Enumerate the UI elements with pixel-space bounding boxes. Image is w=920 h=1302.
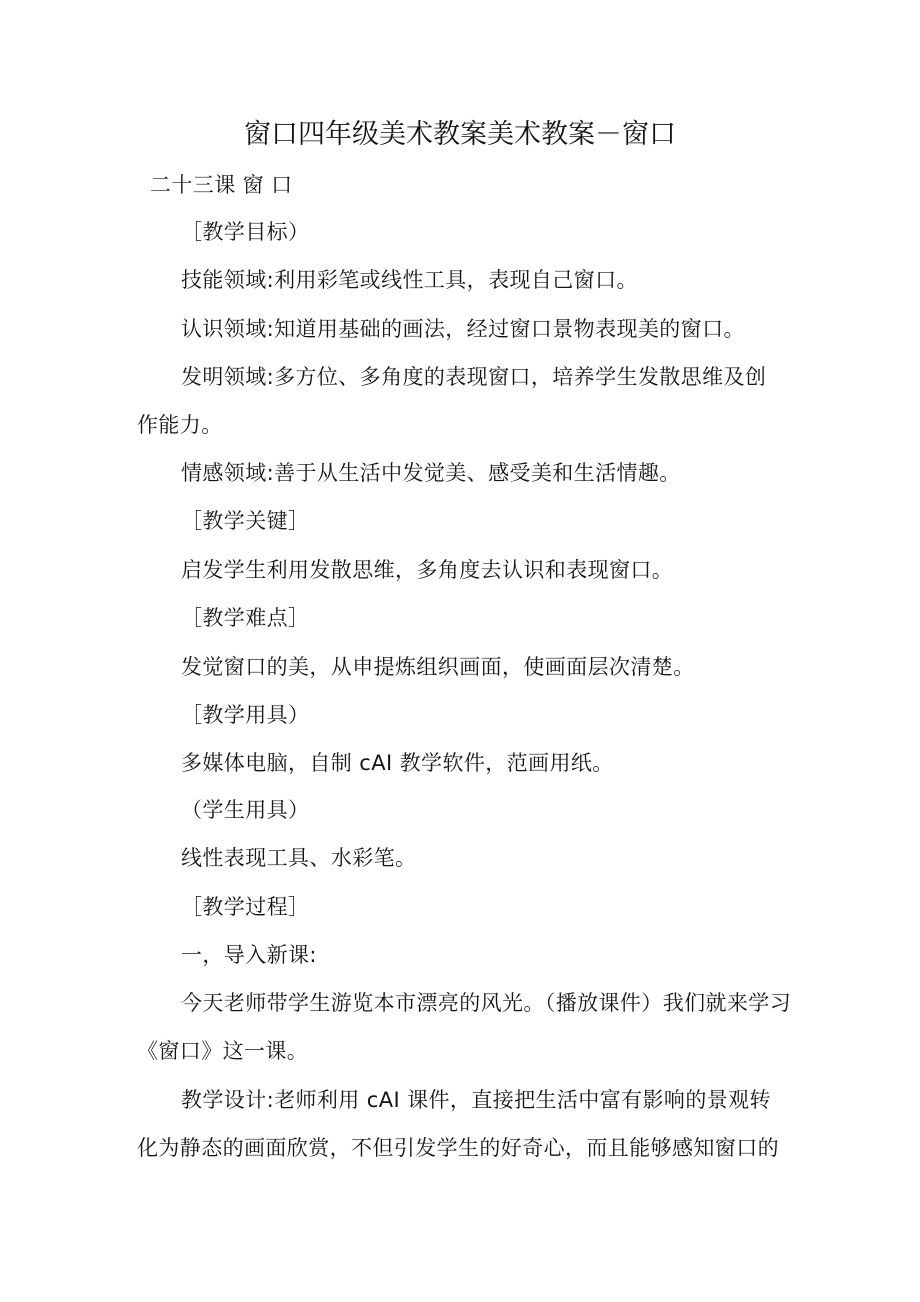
section-heading-student-tools: （学生用具） <box>181 798 310 822</box>
paragraph-student-tools: 线性表现工具、水彩笔。 <box>181 846 417 870</box>
paragraph-creative-domain: 发明领域:多方位、多角度的表现窗口，培养学生发散思维及创 <box>181 365 767 389</box>
paragraph-cognitive-domain: 认识领域:知道用基础的画法，经过窗口景物表现美的窗口。 <box>181 317 745 341</box>
paragraph-teaching-tools: 多媒体电脑，自制 cAI 教学软件，范画用纸。 <box>181 751 614 775</box>
paragraph-difficulties: 发觉窗口的美，从申提炼组织画面，使画面层次清楚。 <box>181 655 695 679</box>
paragraph-introduction-cont: 《窗口》这一课。 <box>137 1039 309 1063</box>
section-heading-key-points: ［教学关键］ <box>181 509 310 533</box>
section-heading-teaching-goals: ［教学目标） <box>181 220 310 244</box>
section-heading-teaching-tools: ［教学用具） <box>181 703 310 727</box>
section-heading-difficulties: ［教学难点］ <box>181 606 310 630</box>
paragraph-emotion-domain: 情感领域:善于从生活中发觉美、感受美和生活情趣。 <box>181 461 681 485</box>
step-heading-introduction: 一，导入新课: <box>181 943 317 967</box>
paragraph-teaching-design-cont: 化为静态的画面欣赏，不但引发学生的好奇心，而且能够感知窗口的 <box>137 1136 779 1160</box>
paragraph-skill-domain: 技能领域:利用彩笔或线性工具，表现自己窗口。 <box>181 268 638 292</box>
section-heading-teaching-process: ［教学过程］ <box>181 895 310 919</box>
paragraph-creative-domain-cont: 作能力。 <box>137 413 223 437</box>
paragraph-teaching-design: 教学设计:老师利用 cAI 课件，直接把生活中富有影响的景观转 <box>181 1088 771 1112</box>
paragraph-introduction: 今天老师带学生游览本市漂亮的风光。（播放课件）我们就来学习 <box>181 991 792 1015</box>
paragraph-key-points: 启发学生利用发散思维，多角度去认识和表现窗口。 <box>181 558 674 582</box>
document-title: 窗口四年级美术教案美术教案－窗口 <box>244 119 676 150</box>
lesson-heading: 二十三课 窗 口 <box>150 173 293 197</box>
